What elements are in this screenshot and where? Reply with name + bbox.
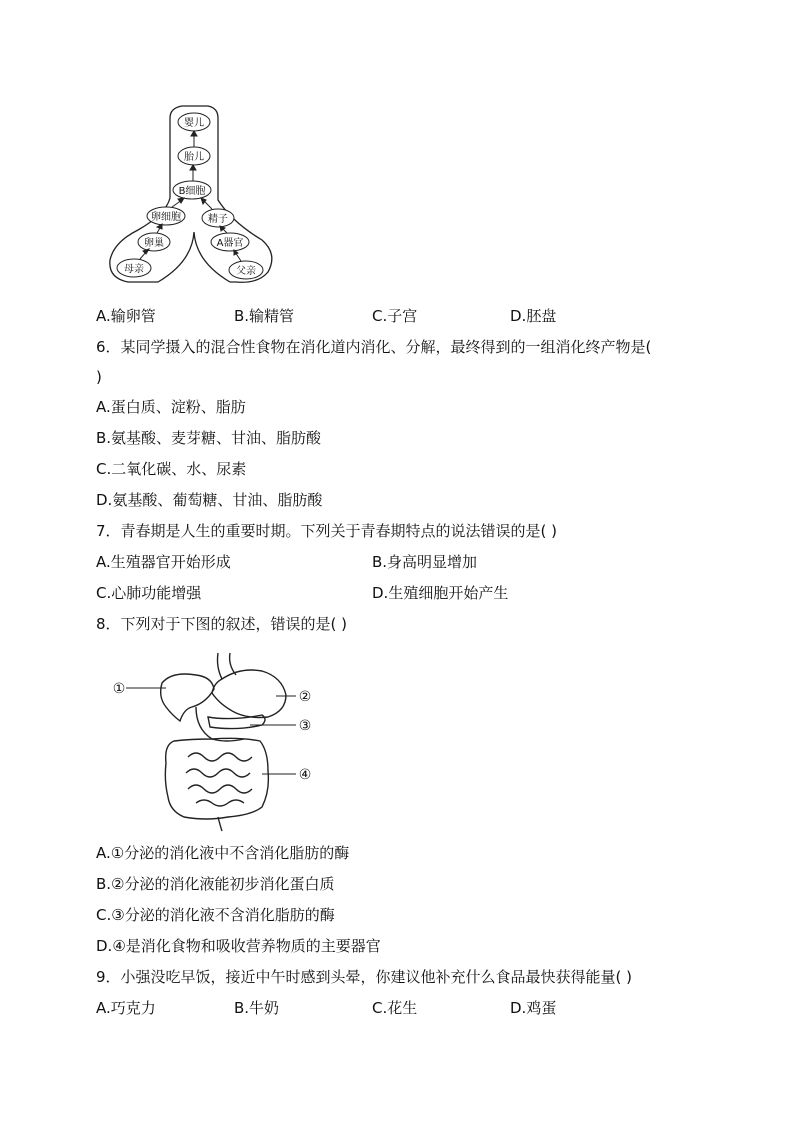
node-label: 卵细胞 xyxy=(151,212,181,223)
q8-option-b[interactable]: B.②分泌的消化液能初步消化蛋白质 xyxy=(96,875,335,893)
q8-stem: 8．下列对于下图的叙述，错误的是( ) xyxy=(96,615,348,633)
q8-option-d[interactable]: D.④是消化食物和吸收营养物质的主要器官 xyxy=(96,937,381,955)
q7-option-c[interactable]: C.心肺功能增强 xyxy=(96,584,202,602)
q9-option-c[interactable]: C.花生 xyxy=(372,999,418,1017)
reproduction-diagram xyxy=(0,0,794,300)
label-2: ② xyxy=(298,689,312,705)
q9-option-a[interactable]: A.巧克力 xyxy=(96,999,156,1017)
q7-stem: 7．青春期是人生的重要时期。下列关于青春期特点的说法错误的是( ) xyxy=(96,522,558,540)
node-label: 父亲 xyxy=(236,266,256,277)
node-label: 母亲 xyxy=(124,264,144,275)
q5-option-d[interactable]: D.胚盘 xyxy=(510,307,557,325)
q9-option-d[interactable]: D.鸡蛋 xyxy=(510,999,557,1017)
q6-stem: 6．某同学摄入的混合性食物在消化道内消化、分解，最终得到的一组消化终产物是( xyxy=(96,338,652,356)
q8-option-c[interactable]: C.③分泌的消化液不含消化脂肪的酶 xyxy=(96,906,335,924)
node-label: A器官 xyxy=(216,238,244,249)
q6-stem-cont: ) xyxy=(96,368,102,386)
label-3: ③ xyxy=(298,718,312,734)
q8-option-a[interactable]: A.①分泌的消化液中不含消化脂肪的酶 xyxy=(96,844,350,862)
q9-option-b[interactable]: B.牛奶 xyxy=(234,999,280,1017)
liver xyxy=(161,674,214,721)
q6-option-a[interactable]: A.蛋白质、淀粉、脂肪 xyxy=(96,398,246,416)
q6-option-c[interactable]: C.二氧化碳、水、尿素 xyxy=(96,460,247,478)
q5-option-c[interactable]: C.子宫 xyxy=(372,307,418,325)
q5-option-a[interactable]: A.输卵管 xyxy=(96,307,156,325)
label-4: ④ xyxy=(298,767,312,783)
node-label: 卵巢 xyxy=(144,238,164,249)
q6-option-d[interactable]: D.氨基酸、葡萄糖、甘油、脂肪酸 xyxy=(96,491,323,509)
large-intestine xyxy=(165,738,268,819)
q5-option-b[interactable]: B.输精管 xyxy=(234,307,295,325)
q7-option-d[interactable]: D.生殖细胞开始产生 xyxy=(372,584,509,602)
stomach xyxy=(212,670,286,718)
small-intestine xyxy=(186,753,252,806)
q7-option-b[interactable]: B.身高明显增加 xyxy=(372,553,478,571)
node-label: 胎儿 xyxy=(184,152,204,163)
node-label: 婴儿 xyxy=(184,118,204,129)
label-1: ① xyxy=(112,681,126,697)
node-label: 精子 xyxy=(208,214,228,225)
q6-option-b[interactable]: B.氨基酸、麦芽糖、甘油、脂肪酸 xyxy=(96,429,322,447)
node-label: B细胞 xyxy=(178,186,206,197)
digestive-diagram xyxy=(0,645,794,845)
q9-stem: 9．小强没吃早饭，接近中午时感到头晕，你建议他补充什么食品最快获得能量( ) xyxy=(96,968,633,986)
esophagus xyxy=(218,653,237,679)
q7-option-a[interactable]: A.生殖器官开始形成 xyxy=(96,553,231,571)
